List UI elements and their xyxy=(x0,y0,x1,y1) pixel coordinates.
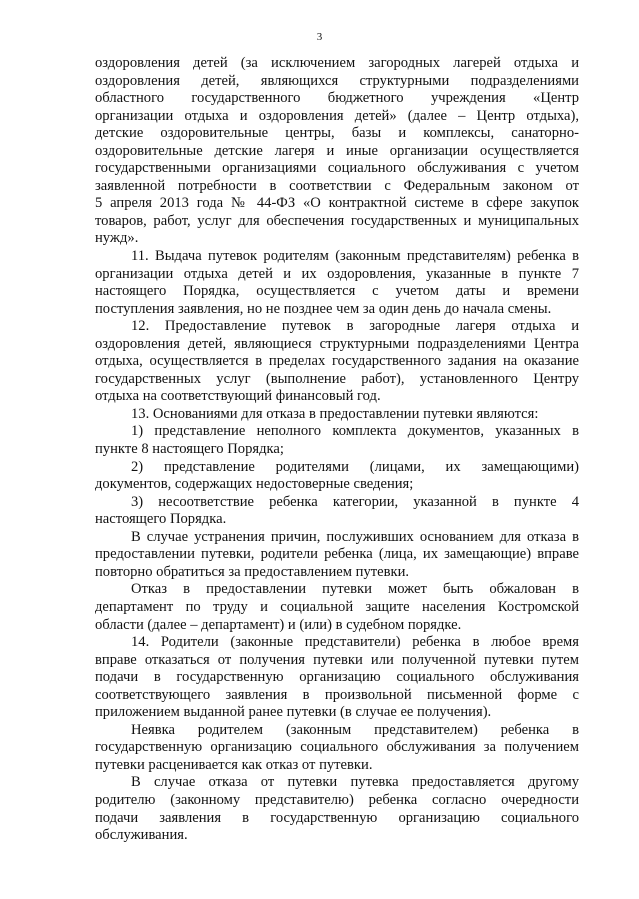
text-line: 3) несоответствие ребенка категории, указанной в пункте 4 xyxy=(131,493,579,510)
paragraph xyxy=(95,722,579,775)
text-line: детские оздоровительные центры, базы и комплексы, санаторно- xyxy=(95,125,579,142)
text-line: оздоровления детей, являющихся структурными подразделениями xyxy=(95,72,579,89)
text-line: вправе отказаться от получения путевки или полученной путевки путем xyxy=(95,651,579,668)
document-body xyxy=(95,55,579,845)
paragraph xyxy=(95,529,579,582)
text-line: настоящего Порядка, осуществляется с учетом даты и времени xyxy=(95,283,579,300)
text-line: настоящего Порядка. xyxy=(95,511,227,528)
text-line: отдыха на соответствующий финансовый год. xyxy=(95,388,381,405)
text-line: обслуживания. xyxy=(95,827,188,844)
text-line: области (далее – департамент) и (или) в судебном порядке. xyxy=(95,616,462,633)
text-line: организации отдыха детей и их оздоровления, указанные в пункте 7 xyxy=(95,265,579,282)
text-line: 5 апреля 2013 года № 44-ФЗ «О контрактной системе в сфере закупок xyxy=(95,195,579,212)
paragraph xyxy=(95,248,579,318)
text-line: 1) представление неполного комплекта документов, указанных в xyxy=(131,423,579,440)
text-line: поступления заявления, но не позднее чем за один день до начала смены. xyxy=(95,300,552,317)
text-line: отдыха, осуществляется в пределах государственного задания на оказание xyxy=(95,353,579,370)
text-line: заявленной потребности в соответствии с Федеральным законом от xyxy=(95,177,579,194)
text-line: государственную организацию социального обслуживания за получением xyxy=(95,739,579,756)
text-line: пункте 8 настоящего Порядка; xyxy=(95,441,284,458)
page-number: 3 xyxy=(316,31,323,43)
paragraph xyxy=(95,494,579,529)
text-line: родителю (законному представителю) ребенка согласно очередности xyxy=(95,791,579,808)
text-line: путевки расценивается как отказ от путевки. xyxy=(95,756,373,773)
text-line: оздоровления детей, являющиеся структурными подразделениями Центра xyxy=(95,335,579,352)
text-line: подачи в государственную организацию социального обслуживания xyxy=(95,669,579,686)
text-line: оздоровительные детские лагеря и иные организации осуществляется xyxy=(95,142,579,159)
text-line: подачи заявления в государственную организацию социального xyxy=(95,809,579,826)
text-line: Отказ в предоставлении путевки может быть обжалован в xyxy=(131,581,579,598)
text-line: нужд». xyxy=(95,230,139,247)
text-line: государственными организациями социального обслуживания с учетом xyxy=(95,160,579,177)
text-line: Неявка родителем (законным представителем) ребенка в xyxy=(131,721,579,738)
text-line: документов, содержащих недостоверные сведения; xyxy=(95,476,414,493)
paragraph xyxy=(95,774,579,844)
text-line: товаров, работ, услуг для обеспечения государственных и муниципальных xyxy=(95,212,579,229)
text-line: департамент по труду и социальной защите населения Костромской xyxy=(95,598,579,615)
paragraph xyxy=(95,406,579,424)
text-line: 11. Выдача путевок родителям (законным представителям) ребенка в xyxy=(131,248,579,265)
text-line: государственных услуг (выполнение работ), установленного Центру xyxy=(95,370,579,387)
text-line: соответствующего заявления в произвольной письменной форме с xyxy=(95,686,579,703)
paragraph xyxy=(95,581,579,634)
text-line: оздоровления детей (за исключением загородных лагерей отдыха и xyxy=(95,55,579,71)
text-line: приложением выданной ранее путевки (в случае ее получения). xyxy=(95,704,492,721)
text-line: 2) представление родителями (лицами, их замещающими) xyxy=(131,458,579,475)
text-line: В случае устранения причин, послуживших основанием для отказа в xyxy=(131,528,579,545)
text-line: предоставлении путевки, родители ребенка (лица, их замещающие) вправе xyxy=(95,546,579,563)
text-line: повторно обратиться за предоставлением путевки. xyxy=(95,563,410,580)
text-line: 12. Предоставление путевок в загородные лагеря отдыха и xyxy=(131,318,579,335)
paragraph xyxy=(95,318,579,406)
paragraph xyxy=(95,55,579,248)
text-line: организации отдыха и оздоровления детей» (далее – Центр отдыха), xyxy=(95,107,579,124)
text-line: областного государственного бюджетного учреждения «Центр xyxy=(95,90,579,107)
paragraph xyxy=(95,423,579,458)
text-line: 14. Родители (законные представители) ребенка в любое время xyxy=(131,634,579,651)
paragraph xyxy=(95,634,579,722)
text-line: 13. Основаниями для отказа в предоставлении путевки являются: xyxy=(131,405,539,422)
paragraph xyxy=(95,459,579,494)
text-line: В случае отказа от путевки путевка предоставляется другому xyxy=(131,774,579,791)
